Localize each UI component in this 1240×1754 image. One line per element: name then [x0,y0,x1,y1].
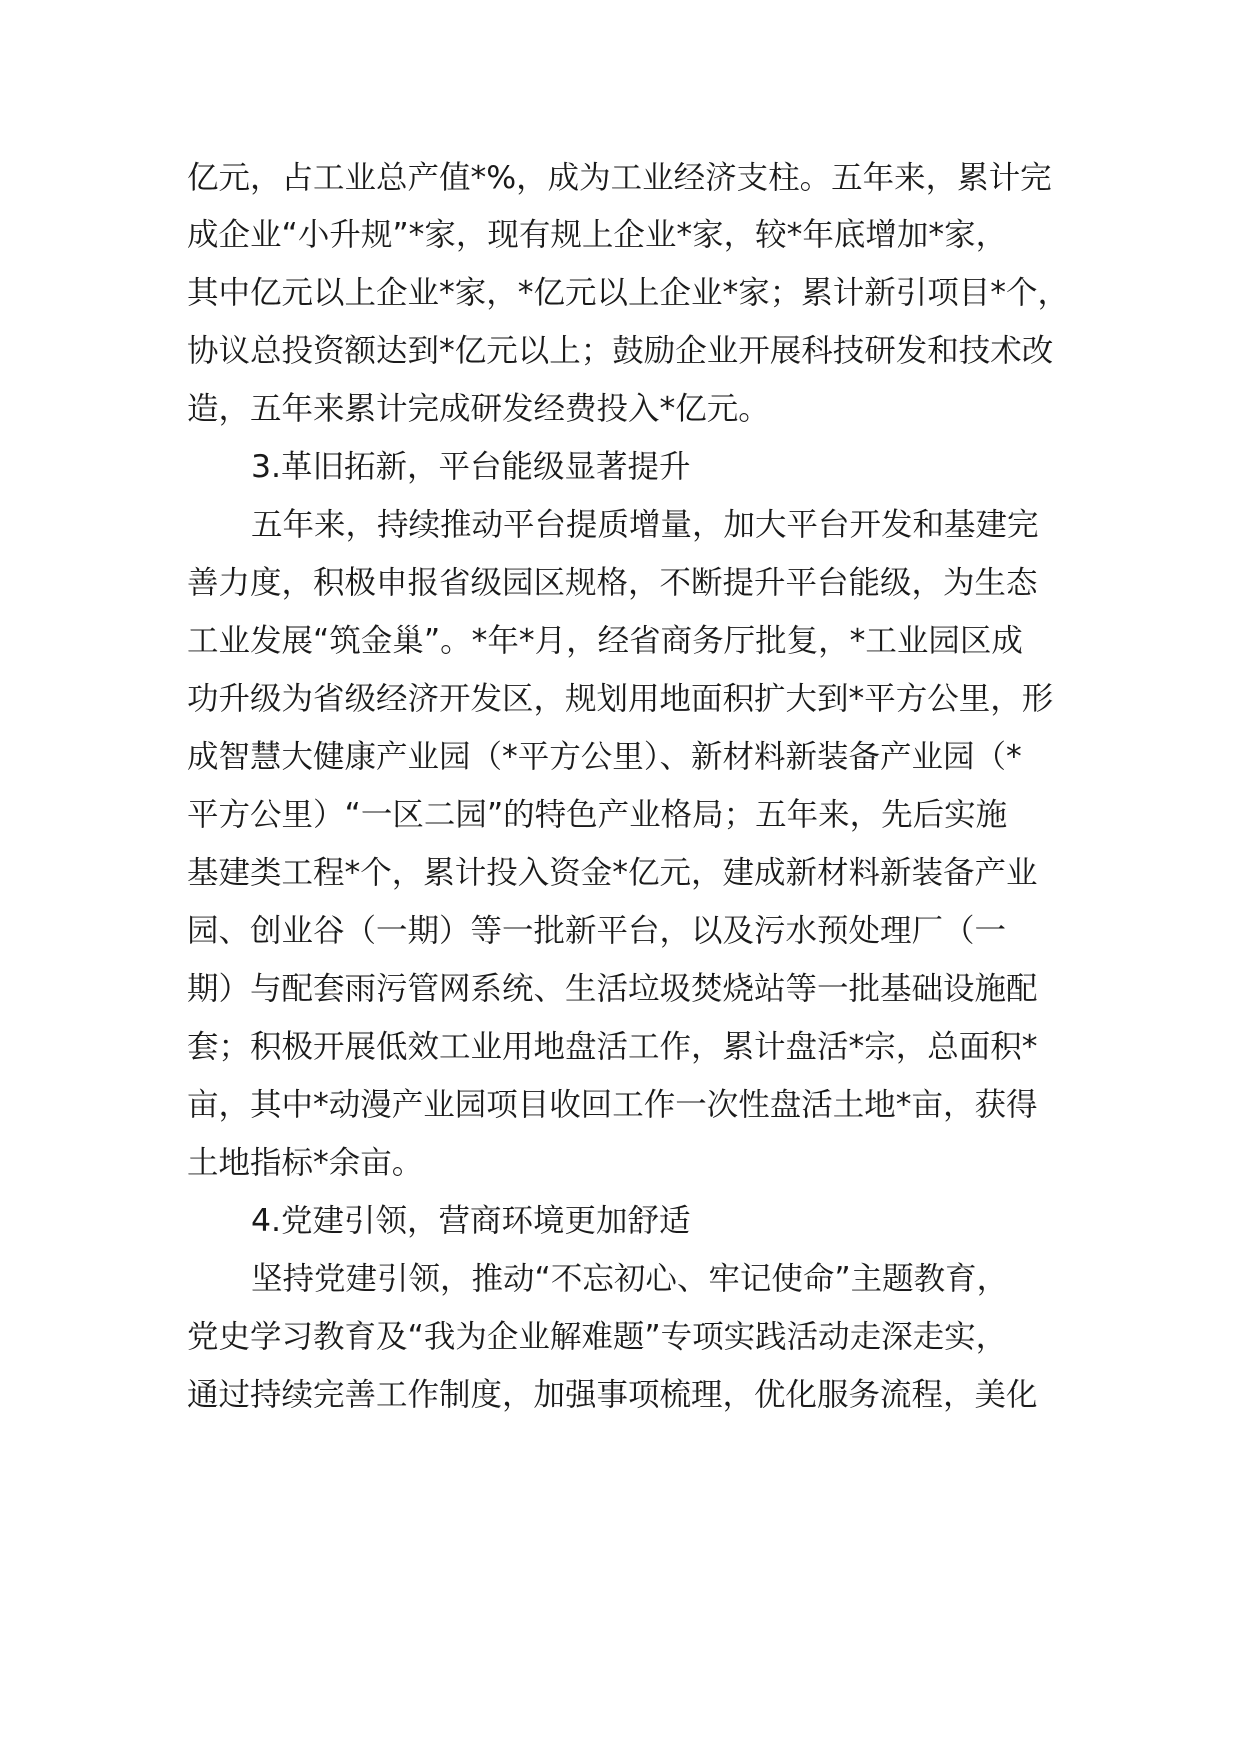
section-heading: 3.革旧拓新，平台能级显著提升 [251,449,691,485]
paragraph-line: 协议总投资额达到*亿元以上；鼓励企业开展科技研发和技术改 [187,333,1054,369]
paragraph-line: 成智慧大健康产业园（*平方公里）、新材料新装备产业园（* [187,739,1022,775]
paragraph-line: 造，五年来累计完成研发经费投入*亿元。 [187,391,770,427]
paragraph-line: 成企业“小升规”*家，现有规上企业*家，较*年底增加*家， [187,217,1008,253]
paragraph-line: 基建类工程*个，累计投入资金*亿元，建成新材料新装备产业 [187,855,1038,891]
paragraph-line: 土地指标*余亩。 [187,1145,424,1181]
paragraph-line: 套；积极开展低效工业用地盘活工作，累计盘活*宗，总面积* [187,1029,1038,1065]
paragraph-line: 工业发展“筑金巢”。*年*月，经省商务厅批复，*工业园区成 [187,623,1023,659]
paragraph-line: 园、创业谷（一期）等一批新平台，以及污水预处理厂（一 [187,913,1007,949]
paragraph-line: 五年来，持续推动平台提质增量，加大平台开发和基建完 [251,507,1039,543]
paragraph-line: 亩，其中*动漫产业园项目收回工作一次性盘活土地*亩，获得 [187,1087,1038,1123]
paragraph-line: 其中亿元以上企业*家，*亿元以上企业*家；累计新引项目*个， [187,275,1070,311]
section-heading: 4.党建引领，营商环境更加舒适 [251,1203,691,1239]
paragraph-line: 善力度，积极申报省级园区规格，不断提升平台能级，为生态 [187,565,1038,601]
paragraph-line: 功升级为省级经济开发区，规划用地面积扩大到*平方公里，形 [187,681,1054,717]
paragraph-line: 坚持党建引领，推动“不忘初心、牢记使命”主题教育， [251,1261,1009,1297]
paragraph-line: 平方公里）“一区二园”的特色产业格局；五年来，先后实施 [187,797,1008,833]
paragraph-line: 亿元，占工业总产值*%，成为工业经济支柱。五年来，累计完 [187,160,1052,196]
paragraph-line: 通过持续完善工作制度，加强事项梳理，优化服务流程，美化 [187,1377,1038,1413]
paragraph-line: 期）与配套雨污管网系统、生活垃圾焚烧站等一批基础设施配 [187,971,1038,1007]
paragraph-line: 党史学习教育及“我为企业解难题”专项实践活动走深走实， [187,1319,1008,1355]
